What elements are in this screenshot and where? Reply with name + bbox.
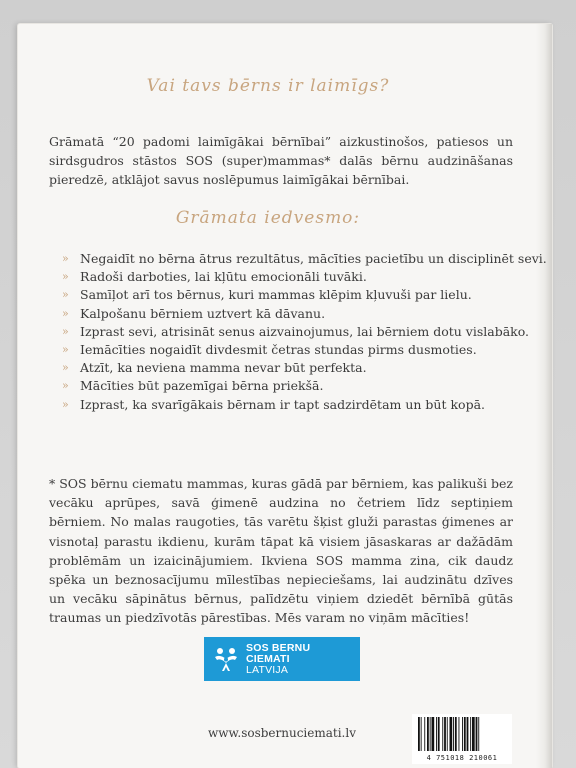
bullet-icon: » bbox=[62, 288, 69, 302]
bullet-icon: » bbox=[62, 379, 69, 393]
list-item bbox=[62, 268, 522, 286]
isbn-barcode bbox=[412, 714, 512, 764]
book-spine-edge bbox=[536, 24, 552, 768]
logo-wordmark bbox=[246, 643, 310, 676]
list-item bbox=[62, 250, 547, 268]
barcode-bars bbox=[412, 714, 512, 754]
book-back-cover bbox=[18, 24, 552, 768]
list-item bbox=[62, 341, 522, 359]
list-item-text: Mācīties būt pazemīgai bērna priekšā. bbox=[80, 378, 324, 394]
cover-question-title: Vai tavs bērns ir laimīgs? bbox=[146, 76, 390, 96]
list-item-text: Izprast, ka svarīgākais bērnam ir tapt sadzirdētam un būt kopā. bbox=[80, 396, 486, 412]
list-item-text: Radoši darboties, lai kļūtu emocionāli tuvāki. bbox=[80, 269, 367, 285]
list-item-text: Izprast sevi, atrisināt senus aizvainojumus, lai bērniem dotu vislabāko. bbox=[80, 323, 530, 339]
logo-line-1: SOS BERNU bbox=[246, 641, 311, 654]
bullet-icon: » bbox=[62, 306, 69, 320]
bullet-icon: » bbox=[62, 361, 69, 375]
list-item bbox=[62, 396, 522, 414]
intro-paragraph: Grāmatā “20 padomi laimīgākai bērnībai” aizkustinošos, patiesos un sirdsgudros stāstos SOS (super)mammas* dalās bērnu audzināšanas pieredzē, atklājot savus noslēpumus laimīgākai bērnībai. bbox=[49, 134, 513, 187]
list-item-text: Iemācīties nogaidīt divdesmit četras stundas pirms dusmoties. bbox=[80, 342, 477, 358]
sos-family-icon bbox=[213, 646, 239, 672]
inspiration-list bbox=[62, 250, 547, 414]
footnote-paragraph: * SOS bērnu ciematu mammas, kuras gādā par bērniem, kas palikuši bez vecāku aprūpes, savā ģimenē audzina no četriem līdz septiņiem bērniem. No malas raugoties, tās varētu šķist gluži parastas ģimenes ar visnotaļ parastu ikdienu, kurām tāpat kā visiem jāsaskaras ar dažādām problēmām un izaicinājumiem. Ikviena SOS mamma zina, cik daudz spēka un beznosacījumu mīlestības nepieciešams, lai audzinātu dzīves un vecāku sāpinātus bērnus, palīdzētu viņiem dziedēt bērnībā gūtās traumas un piedzīvotās pārestības. Mēs varam no viņām mācīties! bbox=[49, 476, 513, 626]
bullet-icon: » bbox=[62, 324, 69, 338]
list-item-text: Atzīt, ka neviena mamma nevar būt perfekta. bbox=[80, 360, 367, 376]
bullet-icon: » bbox=[62, 343, 69, 357]
logo-line-2: CIEMATI bbox=[246, 652, 290, 665]
inspiration-heading: Grāmata iedvesmo: bbox=[175, 208, 361, 228]
list-item-text: Samīļot arī tos bērnus, kuri mammas klēpim kļuvuši par lielu. bbox=[80, 287, 472, 303]
list-item bbox=[62, 377, 522, 395]
list-item bbox=[62, 359, 522, 377]
list-item bbox=[62, 323, 530, 341]
bullet-icon: » bbox=[62, 397, 69, 411]
bullet-icon: » bbox=[62, 270, 69, 284]
list-item bbox=[62, 286, 522, 304]
barcode-number: 4 751018 210061 bbox=[426, 754, 498, 762]
website-url: www.sosbernuciemati.lv bbox=[207, 726, 356, 740]
list-item-text: Negaidīt no bērna ātrus rezultātus, mācīties pacietību un disciplinēt sevi. bbox=[80, 251, 547, 266]
logo-line-3: LATVIJA bbox=[246, 663, 289, 676]
bullet-icon: » bbox=[62, 252, 69, 265]
sos-logo bbox=[204, 637, 360, 681]
list-item bbox=[62, 305, 522, 323]
list-item-text: Kalpošanu bērniem uztvert kā dāvanu. bbox=[80, 305, 326, 321]
